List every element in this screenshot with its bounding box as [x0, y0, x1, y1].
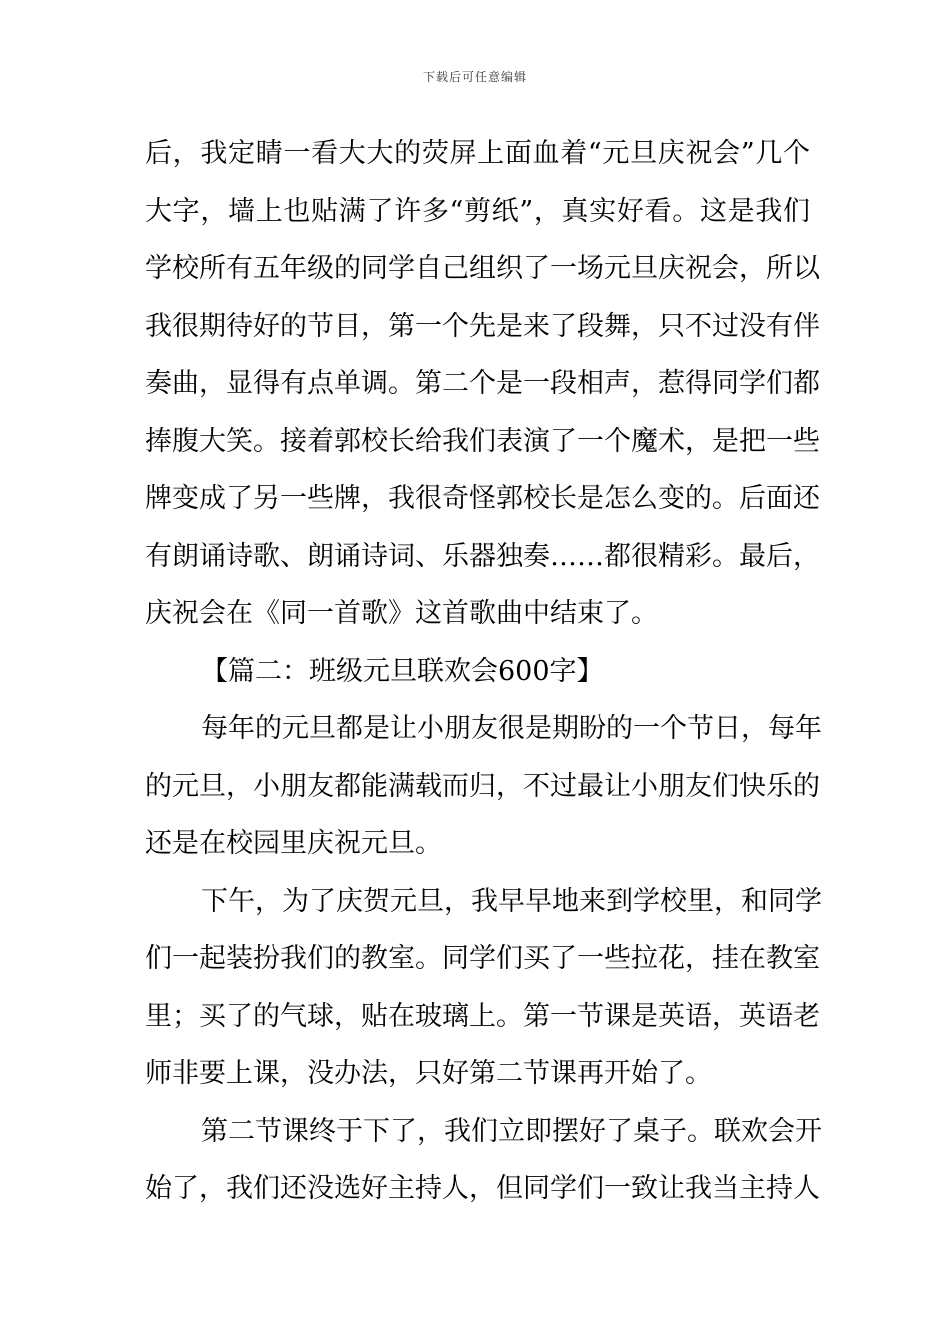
- text-line: 第二节课终于下了，我们立即摆好了桌子。联欢会开: [201, 1115, 822, 1147]
- text-line: 还是在校园里庆祝元旦。: [145, 828, 442, 859]
- text-line: 奏曲，显得有点单调。第二个是一段相声，惹得同学们都: [145, 368, 820, 399]
- text-line: 后，我定睛一看大大的荧屏上面血着“元旦庆祝会”几个: [145, 138, 810, 169]
- page-header: 下载后可任意编辑: [422, 70, 527, 84]
- text-line: 师非要上课，没办法，只好第二节课再开始了。: [145, 1058, 712, 1089]
- text-line: 我很期待好的节目，第一个先是来了段舞，只不过没有伴: [145, 310, 820, 342]
- text-line: 下午，为了庆贺元旦，我早早地来到学校里，和同学: [201, 885, 822, 917]
- text-line: 捧腹大笑。接着郭校长给我们表演了一个魔术，是把一些: [145, 425, 820, 457]
- text-line: 有朗诵诗歌、朗诵诗词、乐器独奏……都很精彩。最后，: [145, 540, 820, 572]
- text-line: 们一起装扮我们的教室。同学们买了一些拉花，挂在教室: [145, 943, 820, 974]
- text-line: 始了，我们还没选好主持人，但同学们一致让我当主持人: [145, 1173, 820, 1204]
- text-line: 牌变成了另一些牌，我很奇怪郭校长是怎么变的。后面还: [145, 483, 820, 514]
- text-line: 的元旦，小朋友都能满载而归，不过最让小朋友们快乐的: [145, 770, 820, 802]
- text-line: 学校所有五年级的同学自己组织了一场元旦庆祝会，所以: [145, 253, 820, 284]
- text-line: 庆祝会在《同一首歌》这首歌曲中结束了。: [145, 598, 658, 629]
- section-heading: 【篇二：班级元旦联欢会600字】: [201, 655, 604, 687]
- document-body: [145, 125, 822, 1218]
- text-line: 每年的元旦都是让小朋友很是期盼的一个节日，每年: [201, 713, 822, 744]
- text-line: 里；买了的气球，贴在玻璃上。第一节课是英语，英语老: [145, 1000, 820, 1032]
- text-line: 大字，墙上也贴满了许多“剪纸”，真实好看。这是我们: [145, 195, 810, 227]
